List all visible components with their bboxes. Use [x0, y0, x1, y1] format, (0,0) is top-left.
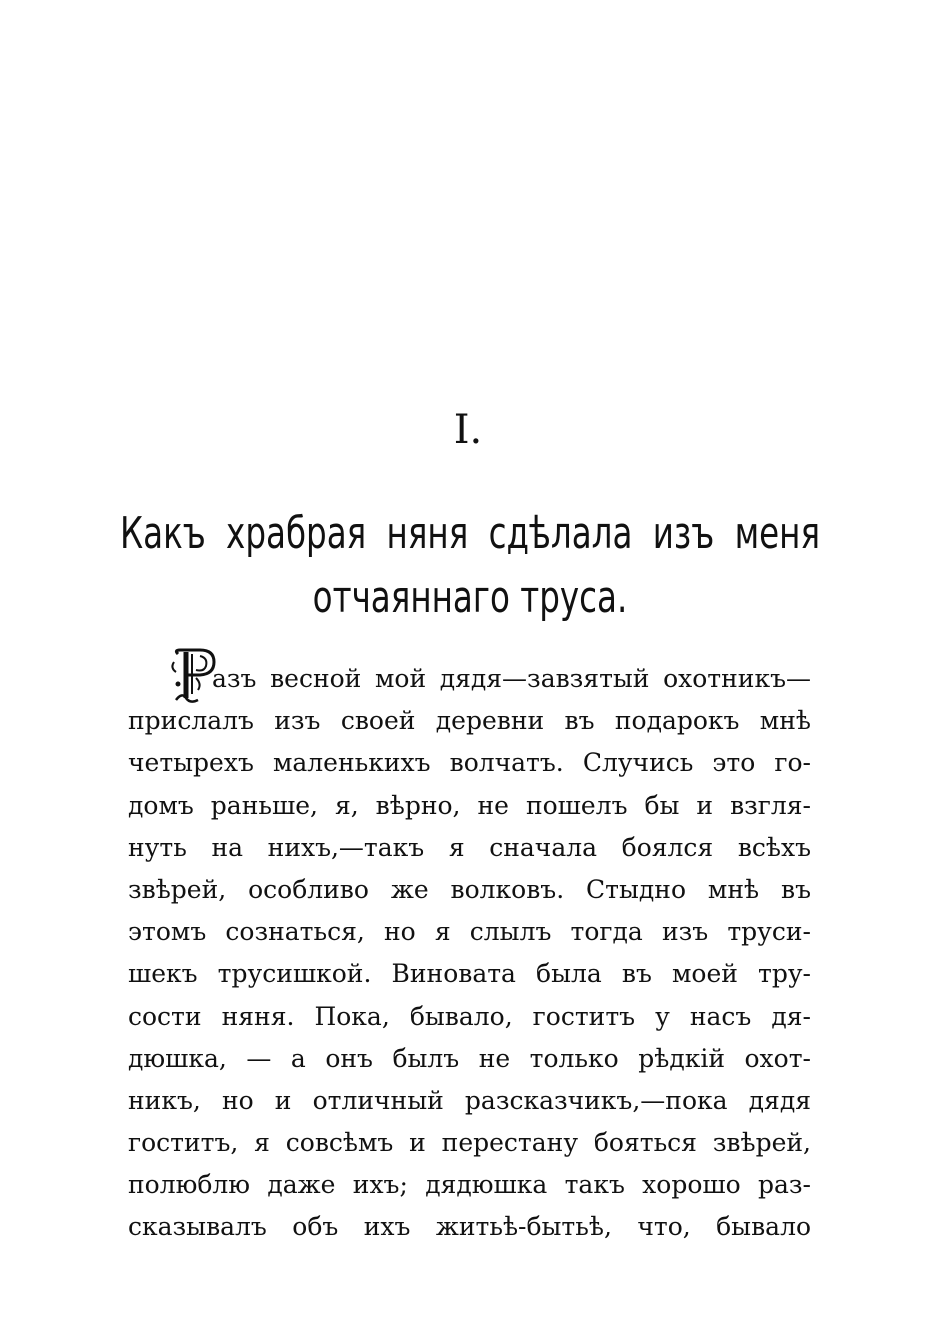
- chapter-title-line-1: Какъ храбрая няня сдѣлала изъ меня: [120, 508, 821, 559]
- body-line: полюблю даже ихъ; дядюшка такъ хорошо раз-: [128, 1170, 811, 1200]
- body-line: нуть на нихъ,—такъ я сначала боялся всѣхъ: [128, 832, 811, 862]
- chapter-number: I.: [453, 407, 483, 453]
- body-line: азъ весной мой дядя—завзятый охотникъ—: [212, 664, 811, 693]
- chapter-title-line-2: отчаяннаго труса.: [312, 572, 628, 623]
- body-line: сказывалъ объ ихъ житьѣ-бытьѣ, что, бывало: [128, 1212, 811, 1242]
- body-line: этомъ сознаться, но я слылъ тогда изъ труси-: [128, 917, 811, 947]
- chapter-title: [120, 502, 821, 630]
- body-line: прислалъ изъ своей деревни въ подарокъ мнѣ: [128, 706, 811, 736]
- body-line: никъ, но и отличный разсказчикъ,—пока дядя: [128, 1085, 811, 1115]
- body-text: [128, 658, 811, 1249]
- body-line: гоститъ, я совсѣмъ и перестану бояться звѣрей,: [128, 1128, 811, 1158]
- body-line: домъ раньше, я, вѣрно, не пошелъ бы и взгля-: [128, 790, 811, 820]
- body-line: звѣрей, особливо же волковъ. Стыдно мнѣ въ: [128, 874, 811, 904]
- body-line: сости няня. Пока, бывало, гоститъ у насъ дя-: [128, 1001, 811, 1031]
- body-line: шекъ трусишкой. Виновата была въ моей тру-: [128, 959, 811, 989]
- body-line: дюшка, — а онъ былъ не только рѣдкій охот-: [128, 1043, 811, 1073]
- body-line: четырехъ маленькихъ волчатъ. Случись это го-: [128, 748, 811, 778]
